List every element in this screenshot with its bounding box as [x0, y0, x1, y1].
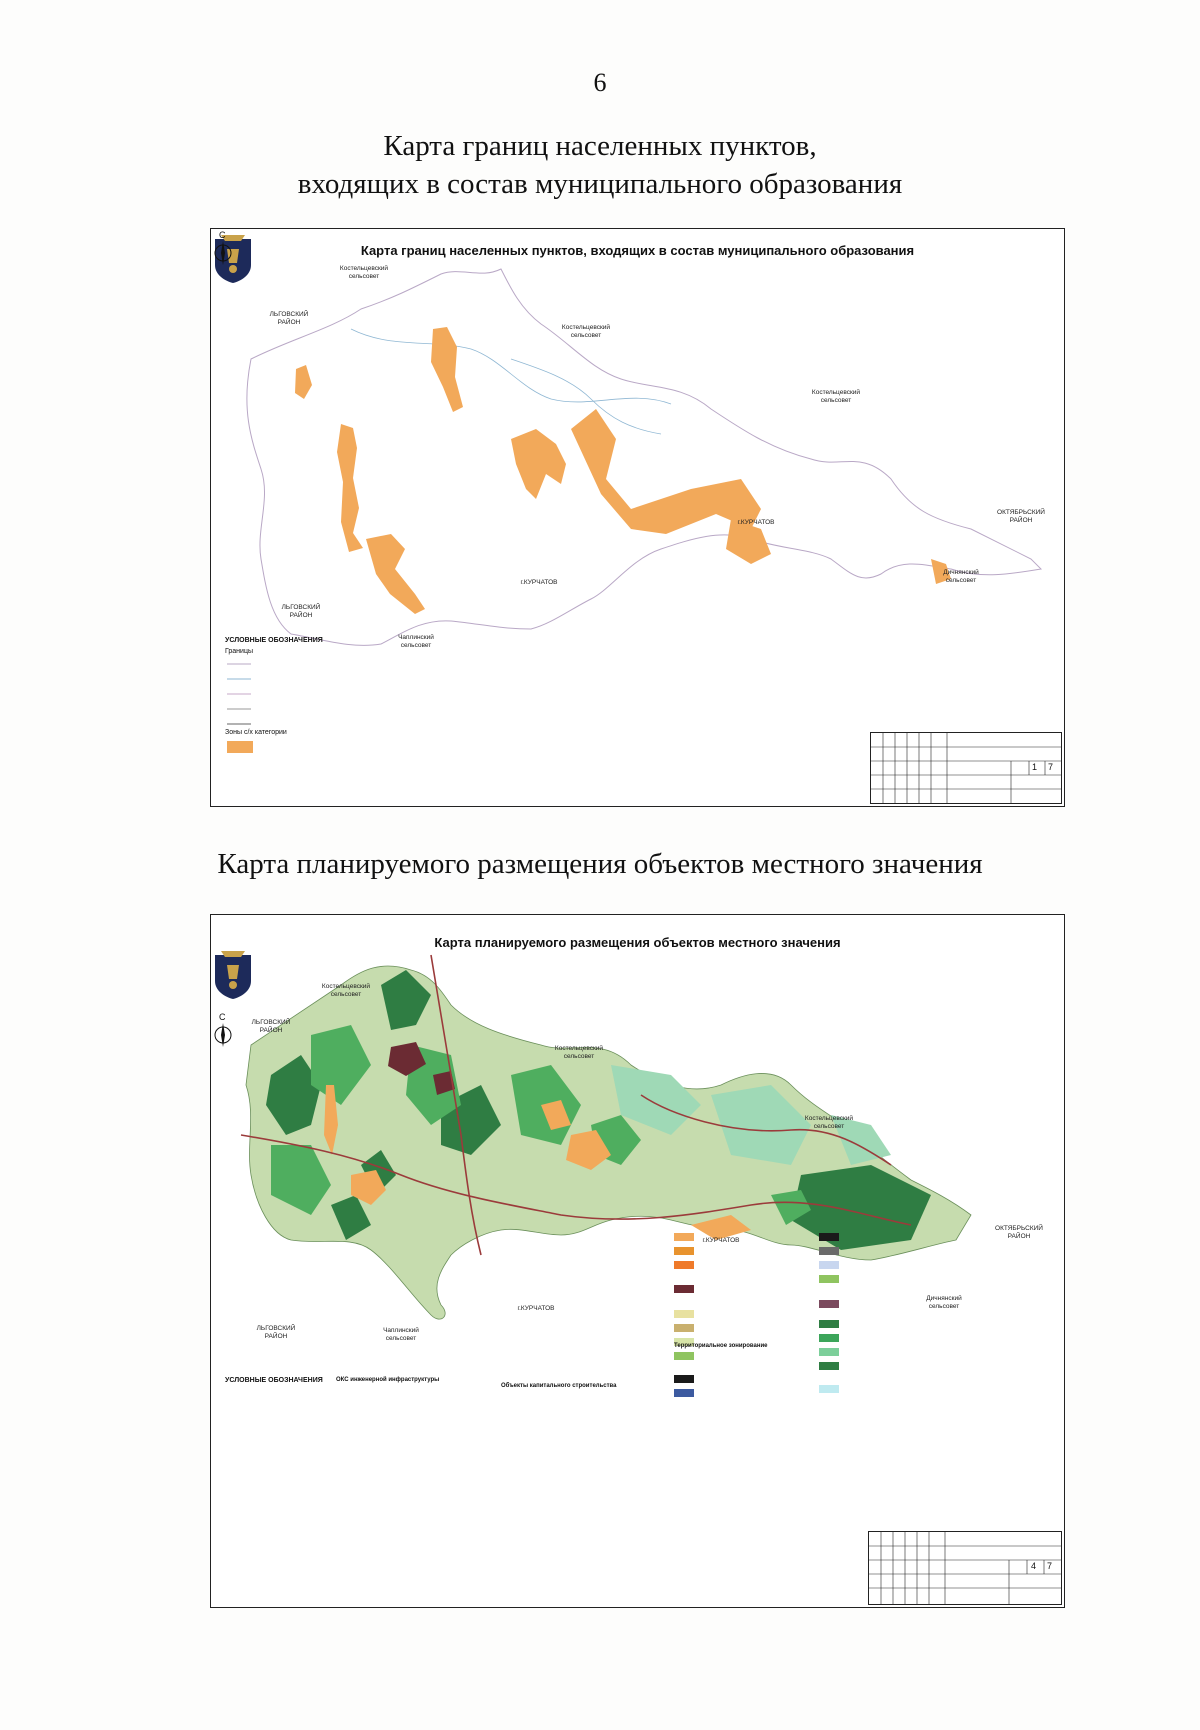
svg-text:С: С — [219, 1012, 226, 1022]
label-chaplinsky: Чаплинский сельсовет — [383, 1327, 419, 1342]
legend-swatch — [819, 1334, 839, 1342]
legend-swatch — [819, 1275, 839, 1283]
section-title-line1: Карта границ населенных пунктов, — [383, 130, 817, 162]
legend-zoning-title: Территориальное зонирование — [674, 1343, 768, 1349]
legend-zones-title: Зоны с/х категории — [225, 729, 287, 736]
label-lgovsky-top: ЛЬГОВСКИЙ РАЙОН — [269, 311, 309, 326]
municipal-boundary — [247, 269, 1041, 645]
legend-swatch — [819, 1320, 839, 1328]
legend-swatch — [674, 1389, 694, 1397]
legend-swatch — [819, 1300, 839, 1308]
legend-swatch — [819, 1233, 839, 1241]
label-lgovsky-bottom: ЛЬГОВСКИЙ РАЙОН — [256, 1325, 296, 1340]
label-kostelcevsky-top: Костельцевский сельсовет — [339, 265, 389, 280]
section-title-line2: входящих в состав муниципального образования — [297, 168, 903, 200]
legend-swatch — [819, 1247, 839, 1255]
legend-oks-title: ОКС инженерной инфраструктуры — [336, 1377, 440, 1383]
sheets-total: 7 — [1048, 762, 1054, 772]
title-block — [870, 732, 1062, 804]
section-title-boundaries — [0, 127, 1200, 203]
district-boundary — [351, 329, 671, 404]
legend-swatch — [674, 1247, 694, 1255]
settlement-area — [571, 409, 761, 534]
label-kostelcevsky-right: Костельцевский сельсовет — [811, 389, 861, 404]
map-heading: Карта границ населенных пунктов, входящих в состав муниципального образования — [360, 243, 915, 258]
legend-lines — [227, 664, 253, 753]
legend-title: УСЛОВНЫЕ ОБОЗНАЧЕНИЯ — [225, 637, 323, 644]
legend-swatch — [674, 1324, 694, 1332]
legend-swatch — [819, 1385, 839, 1393]
legend-swatch — [674, 1375, 694, 1383]
sheets-total: 7 — [1047, 1561, 1053, 1571]
label-lgovsky-top: ЛЬГОВСКИЙ РАЙОН — [251, 1019, 291, 1034]
local-objects-map-canvas — [211, 915, 1064, 1607]
legend-capital-title: Объекты капитального строительства — [501, 1383, 617, 1389]
settlement-boundaries-map-canvas — [211, 229, 1064, 806]
legend-title: УСЛОВНЫЕ ОБОЗНАЧЕНИЯ — [225, 1377, 323, 1384]
label-oktyabrsky: ОКТЯБРЬСКИЙ РАЙОН — [997, 509, 1045, 524]
local-objects-map — [210, 914, 1065, 1608]
kursk-emblem-icon — [211, 945, 255, 999]
legend-swatch — [819, 1261, 839, 1269]
label-kurchatov-center: г.КУРЧАТОВ — [702, 1237, 740, 1244]
svg-text:С: С — [219, 230, 226, 240]
settlement-area — [337, 424, 363, 552]
legend-swatch — [674, 1310, 694, 1318]
label-oktyabrsky: ОКТЯБРЬСКИЙ РАЙОН — [995, 1225, 1043, 1240]
settlement-area — [511, 429, 566, 499]
north-arrow-icon — [211, 1011, 235, 1047]
legend-swatch — [819, 1348, 839, 1356]
label-chaplinsky: Чаплинский сельсовет — [398, 634, 434, 649]
label-kurchatov-bottom: г.КУРЧАТОВ — [520, 579, 558, 586]
sheet-number: 4 — [1031, 1561, 1037, 1571]
label-lgovsky-bottom: ЛЬГОВСКИЙ РАЙОН — [281, 604, 321, 619]
label-kurchatov-center: г.КУРЧАТОВ — [737, 519, 775, 526]
legend-swatch — [674, 1285, 694, 1293]
settlement-area — [366, 534, 425, 614]
label-kostelcevsky-mid: Костельцевский сельсовет — [561, 324, 611, 339]
label-dichnyansky: Дичнянский сельсовет — [943, 569, 979, 584]
legend-swatch — [674, 1261, 694, 1269]
section-title-local-objects: Карта планируемого размещения объектов местного значения — [217, 848, 983, 880]
legend-swatches — [674, 1233, 839, 1397]
legend-swatch — [674, 1352, 694, 1360]
title-block — [868, 1531, 1062, 1605]
legend-swatch — [819, 1362, 839, 1370]
settlement-area — [295, 365, 312, 399]
sheet-number: 1 — [1032, 762, 1038, 772]
label-kostelcevsky-right: Костельцевский сельсовет — [804, 1115, 854, 1130]
legend-subtitle: Границы — [225, 648, 253, 655]
legend-swatch — [227, 741, 253, 753]
settlement-areas — [295, 327, 951, 614]
map-heading: Карта планируемого размещения объектов местного значения — [434, 935, 841, 950]
label-kostelcevsky-top: Костельцевский сельсовет — [321, 983, 371, 998]
label-kurchatov-bottom: г.КУРЧАТОВ — [517, 1305, 555, 1312]
label-kostelcevsky-mid: Костельцевский сельсовет — [554, 1045, 604, 1060]
page-number: 6 — [593, 68, 607, 97]
settlement-area — [431, 327, 463, 412]
label-dichnyansky: Дичнянский сельсовет — [926, 1295, 962, 1310]
north-arrow-icon — [211, 229, 235, 265]
settlement-boundaries-map — [210, 228, 1065, 807]
